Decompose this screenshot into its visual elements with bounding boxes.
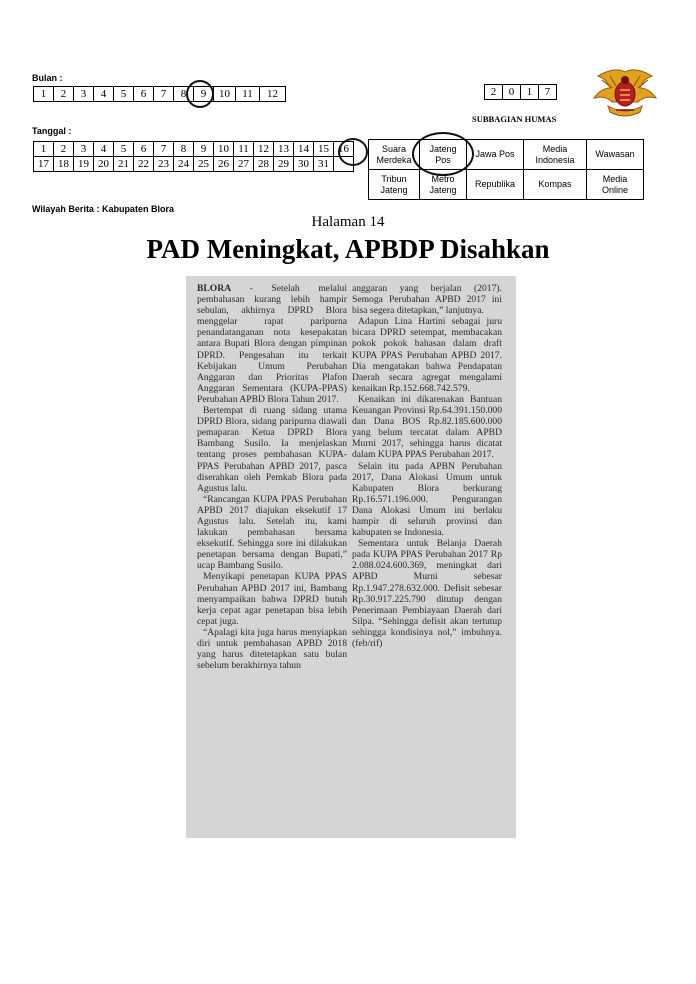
bulan-grid <box>33 86 286 102</box>
article-dateline: BLORA <box>197 283 232 294</box>
media-cell: Media Online <box>587 170 644 200</box>
article-paragraph: Sementara untuk Belanja Daerah pada KUPA PPAS Perubahan 2017 Rp 2.088.024.600.369, meningkat dari APBD Murni sebesar Rp.1.947.278.632.000. Defisit sebesar Rp.30.917.225.790 ditutup dengan Penerimaan Pembiayaan Daerah dari Silpa. “Sehingga defisit akan tertutup sehingga kondisinya nol,” imbuhnya. (feb/rif) <box>352 538 502 649</box>
article-paragraph: Kenaikan ini dikarenakan Bantuan Keuangan Provinsi Rp.64.391.150.000 dan Dana BOS Rp.82.185.600.000 yang belum tercatat dalam APBD Murni 2017, sehingga harus dicatat dalam KUPA PPAS Perubahan 2017. <box>352 393 502 461</box>
article-paragraph: BLORA - Setelah melalui pembahasan kurang lebih hampir sebulan, akhirnya DPRD Blora menggelar rapat paripurna penandatanganan nota kesepakatan antara Bupati Blora dengan pimpinan DPRD. Pengesahan itu terkait Kebijakan Umum Perubahan Anggaran dan Prioritas Plafon Anggaran Sementara (KUPA-PPAS) Perubahan APBD Blora Tahun 2017. <box>197 283 347 405</box>
halaman-label: Halaman 14 <box>311 214 385 230</box>
media-cell: Wawasan <box>587 140 644 170</box>
media-table <box>368 139 644 200</box>
tanggal-cell: 27 <box>234 157 254 172</box>
article-paragraph: Selain itu pada APBN Perubahan 2017, Dana Alokasi Umum untuk Kabupaten Blora berkurang Rp.16.571.196.000. Pengurangan Dana Alokasi Umum ini berlaku hampir di seluruh provinsi dan kabupaten se Indonesia. <box>352 460 502 539</box>
media-selection-circle <box>412 132 474 176</box>
tanggal-cell: 21 <box>114 157 134 172</box>
bulan-cell: 7 <box>154 87 174 102</box>
garuda-emblem-icon <box>590 66 660 122</box>
bulan-cell: 11 <box>236 87 260 102</box>
tanggal-cell: 22 <box>134 157 154 172</box>
tanggal-cell: 19 <box>74 157 94 172</box>
tanggal-cell: 12 <box>254 142 274 157</box>
tanggal-cell: 17 <box>34 157 54 172</box>
media-cell: Media Indonesia <box>524 140 587 170</box>
tanggal-cell: 1 <box>34 142 54 157</box>
year-digit: 2 <box>485 85 503 100</box>
bulan-cell: 4 <box>94 87 114 102</box>
tanggal-cell: 28 <box>254 157 274 172</box>
bulan-cell: 1 <box>34 87 54 102</box>
bulan-selection-circle <box>186 80 214 108</box>
tanggal-cell: 6 <box>134 142 154 157</box>
article-paragraph: “Apalagi kita juga harus menyiapkan diri untuk pembahasan APBD 2018 yang harus ditetetapkan satu bulan sebelum berakhirnya tahun <box>197 626 347 672</box>
tanggal-selection-circle <box>338 138 368 166</box>
bulan-cell: 12 <box>260 87 286 102</box>
tanggal-cell: 23 <box>154 157 174 172</box>
media-cell: Tribun Jateng <box>369 170 420 200</box>
article-column-1 <box>197 283 347 671</box>
headline: PAD Meningkat, APBDP Disahkan <box>146 234 550 264</box>
tanggal-cell: 15 <box>314 142 334 157</box>
tanggal-cell: 18 <box>54 157 74 172</box>
tanggal-label: Tanggal : <box>32 126 72 136</box>
bulan-cell: 8 <box>174 87 194 102</box>
bulan-cell: 2 <box>54 87 74 102</box>
article-paragraph: anggaran yang berjalan (2017). Semoga Perubahan APBD 2017 ini bisa segera ditetapkan,” lanjutnya. <box>352 283 502 317</box>
article-paragraph: Menyikapi penetapan KUPA PPAS Perubahan APBD 2017 ini, Bambang menyampaikan bahwa DPRD butuh kerja cepat agar penetapan bisa lebih cepat juga. <box>197 571 347 627</box>
bulan-cell: 5 <box>114 87 134 102</box>
tanggal-cell: 14 <box>294 142 314 157</box>
year-digit: 1 <box>521 85 539 100</box>
tanggal-cell: 10 <box>214 142 234 157</box>
tanggal-cell: 31 <box>314 157 334 172</box>
article-column-2 <box>352 283 502 649</box>
media-cell: Suara Merdeka <box>369 140 420 170</box>
tanggal-cell: 25 <box>194 157 214 172</box>
media-cell: Kompas <box>524 170 587 200</box>
media-cell-selected: Jateng Pos <box>420 140 467 170</box>
year-digit: 0 <box>503 85 521 100</box>
year-box <box>484 84 557 100</box>
tanggal-cell-selected: 16 <box>334 142 354 157</box>
media-cell: Jawa Pos <box>467 140 524 170</box>
bulan-cell: 3 <box>74 87 94 102</box>
tanggal-cell: 26 <box>214 157 234 172</box>
bulan-cell: 6 <box>134 87 154 102</box>
tanggal-cell: 3 <box>74 142 94 157</box>
tanggal-cell: 20 <box>94 157 114 172</box>
bulan-cell-selected: 9 <box>194 87 214 102</box>
news-clipping <box>186 276 516 838</box>
article-paragraph: “Rancangan KUPA PPAS Perubahan APBD 2017 diajukan eksekutif 17 Agustus lalu. Setelah itu, kami lakukan pembahasan bersama eksekutif. Sehingga sore ini dilakukan penetapan bersama dengan Bupati,” ucap Bambang Susilo. <box>197 493 347 572</box>
tanggal-cell: 29 <box>274 157 294 172</box>
tanggal-cell: 30 <box>294 157 314 172</box>
subbagian-humas: SUBBAGIAN HUMAS <box>472 114 557 124</box>
tanggal-cell: 2 <box>54 142 74 157</box>
tanggal-cell: 24 <box>174 157 194 172</box>
media-cell: Metro Jateng <box>420 170 467 200</box>
bulan-cell: 10 <box>214 87 236 102</box>
tanggal-cell: 4 <box>94 142 114 157</box>
bulan-label: Bulan : <box>32 73 63 83</box>
tanggal-grid <box>33 141 354 172</box>
year-digit: 7 <box>539 85 557 100</box>
tanggal-cell: 11 <box>234 142 254 157</box>
wilayah-berita: Wilayah Berita : Kabupaten Blora <box>32 204 174 214</box>
tanggal-cell: 9 <box>194 142 214 157</box>
tanggal-cell: 5 <box>114 142 134 157</box>
tanggal-cell: 13 <box>274 142 294 157</box>
article-paragraph: Bertempat di ruang sidang utama DPRD Blora, sidang paripurna diawali pemaparan Ketua DPRD Blora Bambang Susilo. Ia menjelaskan tentang proses pembahasan KUPA-PPAS Perubahan APBD 2017, pasca diserahkan oleh Pemkab Blora pada Agustus lalu. <box>197 405 347 494</box>
tanggal-cell: 7 <box>154 142 174 157</box>
article-paragraph: Adapun Lina Hartini sebagai juru bicara DPRD setempat, membacakan pokok pokok bahasan dalam draft KUPA PPAS Perubahan APBD 2017. Dia mengatakan bahwa Pendapatan Daerah secara agregat mengalami kenaikan Rp.152.668.742.579. <box>352 316 502 394</box>
tanggal-cell: 8 <box>174 142 194 157</box>
media-cell: Republika <box>467 170 524 200</box>
